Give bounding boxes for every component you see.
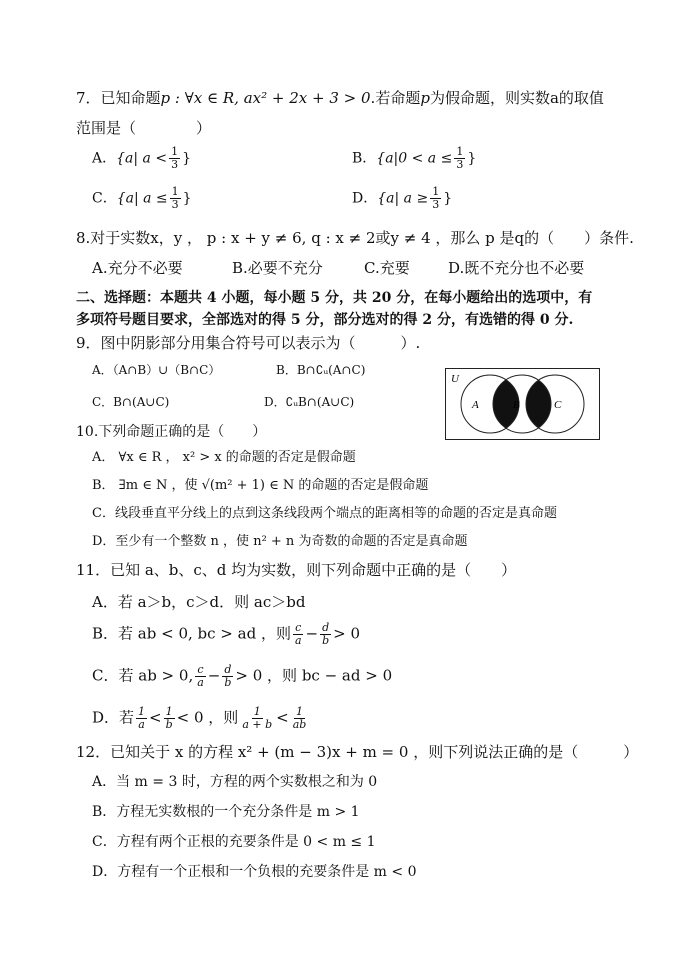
- q11-d-frac1-den: a: [138, 718, 145, 731]
- q7-b-set: {a|0 < a ≤: [376, 150, 453, 167]
- q7-stem-text: 7．已知命题: [76, 89, 161, 107]
- q7-stem-line2: 范围是（ ）: [76, 119, 212, 137]
- q7-c-num: 1: [171, 185, 179, 198]
- q8-option-a[interactable]: A.充分不必要: [92, 259, 183, 277]
- q12-option-d[interactable]: D．方程有一个正根和一个负根的充要条件是 m < 0: [92, 864, 417, 880]
- q11-c-frac1-den: a: [197, 676, 204, 689]
- q11-d-lt2: <: [276, 708, 289, 727]
- q12-stem: 12．已知关于 x 的方程 x² + (m − 3)x + m = 0 ，则下列说法正确的是（ ）: [76, 743, 639, 761]
- q7-a-close: }: [182, 150, 191, 167]
- q7-b-close: }: [467, 150, 477, 167]
- q11-c-minus: −: [207, 666, 221, 685]
- q7-d-den: 3: [432, 198, 440, 211]
- q11-c-frac2-num: d: [224, 663, 232, 676]
- q7-d-close: }: [443, 190, 453, 207]
- q12-option-a[interactable]: A．当 m = 3 时，方程的两个实数根之和为 0: [92, 774, 378, 790]
- q11-d-frac4-num: 1: [296, 705, 303, 718]
- q7-a-label: A．: [92, 150, 117, 167]
- q7-c-set: {a| a ≤: [116, 190, 168, 207]
- q7-d-set: {a| a ≥: [377, 190, 429, 207]
- q11-d-frac2-den: b: [165, 718, 173, 731]
- q11-b-minus: −: [305, 624, 319, 643]
- q11-b-frac2-den: b: [322, 634, 330, 647]
- venn-label-c: C: [554, 399, 562, 411]
- q11-c-post: > 0 ，则 bc − ad > 0: [235, 666, 393, 685]
- q10-stem: 10.下列命题正确的是（ ）: [76, 424, 267, 440]
- q7-a-fraction: [169, 146, 180, 171]
- q11-d-frac4-den: ab: [292, 718, 307, 731]
- q11-d-frac4: [291, 706, 309, 731]
- q11-b-frac1-num: c: [295, 621, 302, 634]
- q7-c-den: 3: [171, 198, 179, 211]
- q9-option-d[interactable]: D．∁ᵤB∩(A∪C): [264, 395, 355, 409]
- q10-option-c[interactable]: C．线段垂直平分线上的点到这条线段两个端点的距离相等的命题的否定是真命题: [92, 506, 557, 521]
- q7-formula: p : ∀x ∈ R, ax² + 2x + 3 > 0: [160, 89, 371, 107]
- venn-diagram: [445, 368, 600, 440]
- q7-option-c[interactable]: [92, 186, 192, 211]
- q11-option-a[interactable]: A．若 a＞b，c＞d．则 ac＞bd: [92, 593, 306, 611]
- q11-d-lt: <: [149, 708, 162, 727]
- q7-b-fraction: [454, 146, 465, 171]
- q11-d-frac3-num: 1: [253, 705, 261, 718]
- q11-c-frac1: [195, 664, 206, 689]
- section2-heading-line2: 多项符号题目要求，全部选对的得 5 分，部分选对的得 2 分，有选错的得 0 分.: [76, 312, 574, 328]
- q7-c-close: }: [182, 190, 192, 207]
- q11-d-text: D．若: [92, 708, 135, 727]
- q10-option-d[interactable]: D．至少有一个整数 n ，使 n² + n 为奇数的命题的否定是真命题: [92, 534, 468, 549]
- q11-option-d[interactable]: [92, 706, 310, 731]
- q10-option-a[interactable]: A． ∀x ∈ R ， x² > x 的命题的否定是假命题: [92, 450, 356, 465]
- q8-option-b[interactable]: B.必要不充分: [232, 259, 323, 277]
- q7-stem-text-2: .若命题: [370, 89, 421, 107]
- q11-c-text: C．若 ab > 0,: [92, 666, 194, 685]
- q9-option-a[interactable]: A．（A∩B）∪（B∩C）: [92, 363, 221, 377]
- q7-a-den: 3: [171, 158, 179, 171]
- q11-d-mid: < 0 ，则: [176, 708, 239, 727]
- q7-d-fraction: [430, 186, 441, 211]
- q7-d-label: D．: [352, 190, 378, 207]
- q11-d-frac3-den: a + b: [242, 718, 273, 731]
- section2-heading-line1: 二、选择题：本题共 4 小题，每小题 5 分，共 20 分，在每小题给出的选项中，有: [76, 290, 593, 306]
- q11-stem: 11．已知 a、b、c、d 均为实数，则下列命题中正确的是（ ）: [76, 561, 517, 579]
- venn-label-u: U: [451, 373, 459, 385]
- q11-c-frac2-den: b: [224, 676, 232, 689]
- q7-c-label: C．: [92, 190, 117, 207]
- q11-d-frac2-num: 1: [165, 705, 173, 718]
- q7-option-a[interactable]: [92, 146, 191, 171]
- q11-d-frac2: [164, 706, 175, 731]
- q11-b-frac2-num: d: [322, 621, 330, 634]
- q7-var-p: p: [420, 89, 430, 107]
- q11-d-frac1: [136, 706, 147, 731]
- venn-label-a: A: [472, 399, 479, 411]
- q7-stem-text-3: 为假命题，则实数a的取值: [429, 89, 604, 107]
- q8-stem: 8.对于实数x，y ， p : x + y ≠ 6, q : x ≠ 2或y ≠ 4 ，那么 p 是q的（ ）条件.: [76, 229, 634, 247]
- q7-a-num: 1: [171, 145, 179, 158]
- venn-label-b: B: [513, 399, 520, 411]
- q11-b-frac1: [293, 622, 304, 647]
- q9-stem: 9．图中阴影部分用集合符号可以表示为（ ）.: [76, 334, 421, 352]
- q11-b-text: B．若 ab < 0, bc > ad ，则: [92, 624, 291, 643]
- q7-stem: [76, 88, 604, 108]
- q12-option-b[interactable]: B．方程无实数根的一个充分条件是 m > 1: [92, 804, 360, 820]
- q10-option-b[interactable]: B． ∃m ∈ N ，使 √(m² + 1) ∈ N 的命题的否定是假命题: [92, 478, 429, 493]
- venn-universe-box: [446, 369, 600, 440]
- q7-d-num: 1: [432, 185, 440, 198]
- q11-option-b[interactable]: [92, 622, 360, 647]
- q11-d-frac1-num: 1: [138, 705, 146, 718]
- q7-b-num: 1: [456, 145, 464, 158]
- q9-option-c[interactable]: C．B∩(A∪C): [92, 395, 170, 409]
- q11-d-frac3: [240, 706, 274, 731]
- q7-option-b[interactable]: [352, 146, 476, 171]
- q11-c-frac2: [222, 664, 233, 689]
- q11-b-frac2: [320, 622, 331, 647]
- q7-option-d[interactable]: [352, 186, 452, 211]
- q12-option-c[interactable]: C．方程有两个正根的充要条件是 0 < m ≤ 1: [92, 834, 376, 850]
- q9-option-b[interactable]: B．B∩∁ᵤ(A∩C): [276, 363, 366, 377]
- q11-b-post: > 0: [333, 624, 361, 643]
- q7-a-set: {a| a <: [116, 150, 168, 167]
- q8-option-d[interactable]: D.既不充分也不必要: [448, 259, 585, 277]
- q7-c-fraction: [170, 186, 181, 211]
- q11-b-frac1-den: a: [294, 634, 302, 647]
- q11-option-c[interactable]: [92, 664, 392, 689]
- q11-c-frac1-num: c: [197, 663, 204, 676]
- q8-option-c[interactable]: C.充要: [364, 259, 410, 277]
- q7-b-den: 3: [456, 158, 464, 171]
- q7-b-label: B．: [352, 150, 377, 167]
